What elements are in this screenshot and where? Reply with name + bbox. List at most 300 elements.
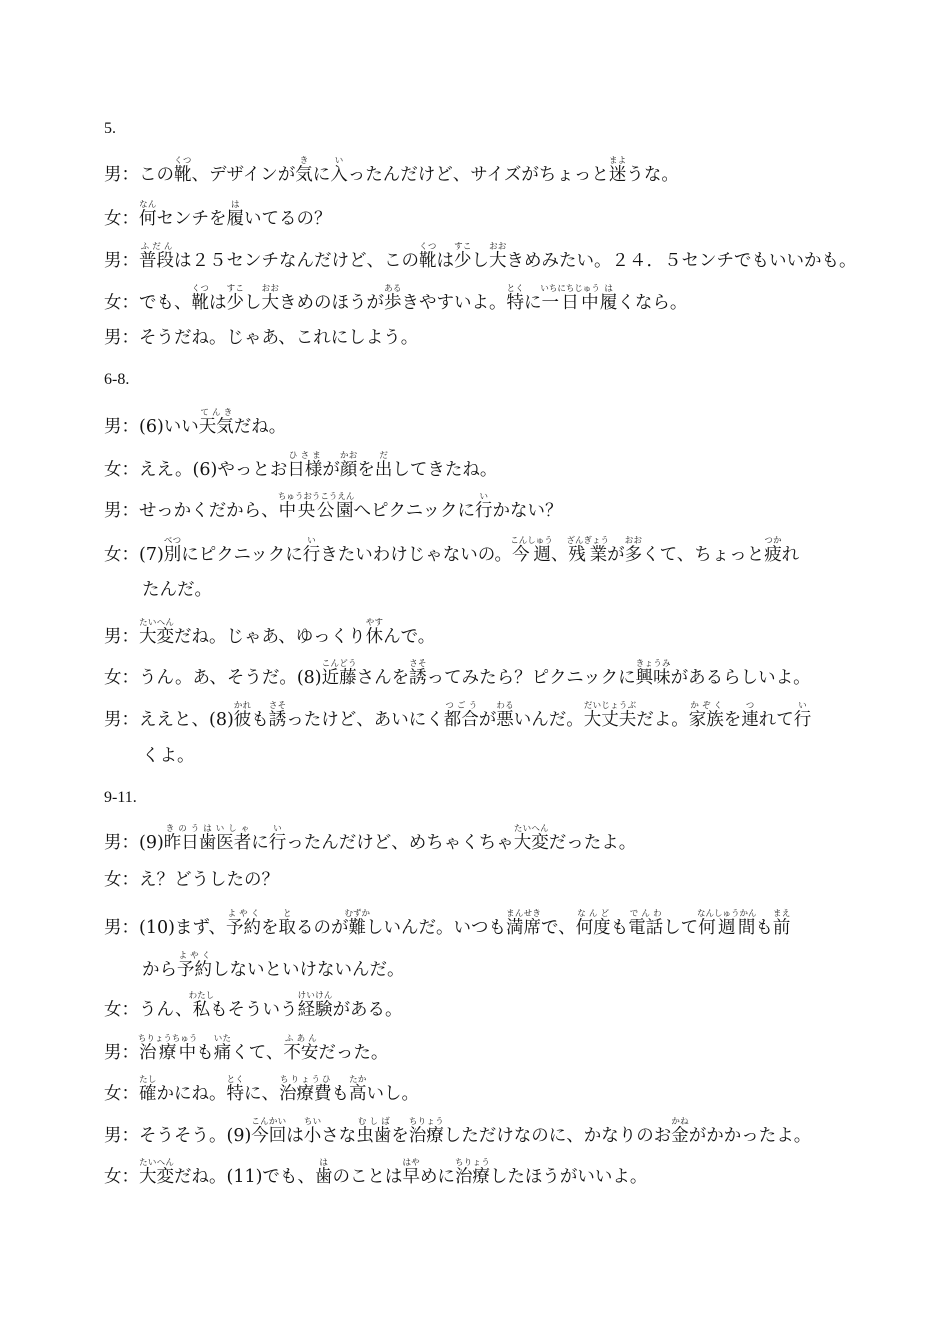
furigana-word xyxy=(268,701,287,730)
furigana-word xyxy=(277,492,355,521)
furigana-word xyxy=(279,1075,332,1104)
kanji-text: 一日中 xyxy=(540,293,600,313)
kanji-text: 高 xyxy=(349,1084,367,1104)
furigana-word xyxy=(454,242,472,271)
dialogue-text: くて、 xyxy=(231,1043,284,1063)
section-heading: 5. xyxy=(104,120,116,137)
furigana-reading: い xyxy=(268,824,287,834)
dialogue-text: 男：この xyxy=(104,165,174,185)
dialogue-line xyxy=(104,1158,647,1189)
kanji-text: 靴 xyxy=(191,293,209,313)
kanji-text: 家族 xyxy=(688,710,724,730)
dialogue-text: れて xyxy=(758,710,794,730)
dialogue-line xyxy=(104,408,286,439)
furigana-word xyxy=(575,909,611,938)
dialogue-text: さな xyxy=(321,1126,357,1146)
dialogue-text: 女： xyxy=(104,209,139,229)
furigana-word xyxy=(177,951,212,980)
furigana-word xyxy=(671,1117,689,1146)
dialogue-text: へピクニックに xyxy=(353,501,475,521)
kanji-text: 靴 xyxy=(419,251,437,271)
dialogue-text: 女： xyxy=(104,1167,139,1187)
kanji-text: 入 xyxy=(330,165,348,185)
furigana-word xyxy=(583,701,637,730)
furigana-reading: すこ xyxy=(226,284,244,294)
dialogue-text: を xyxy=(391,1126,409,1146)
furigana-reading: つ xyxy=(741,701,759,711)
furigana-reading: い xyxy=(475,492,493,502)
kanji-text: 中央公園 xyxy=(277,501,355,521)
kanji-text: 普段 xyxy=(139,251,174,271)
kanji-text: 虫歯 xyxy=(356,1126,392,1146)
furigana-word xyxy=(513,824,549,853)
furigana-word xyxy=(409,659,427,688)
kanji-text: 彼 xyxy=(233,710,252,730)
furigana-word xyxy=(506,909,542,938)
dialogue-line xyxy=(104,326,418,350)
furigana-reading: たいへん xyxy=(139,1158,174,1168)
dialogue-text: 男：せっかくだから、 xyxy=(104,501,279,521)
dialogue-text: だね。じゃあ、ゆっくり xyxy=(174,627,366,647)
furigana-reading: まんせき xyxy=(506,909,542,919)
furigana-reading: いた xyxy=(213,1034,232,1044)
furigana-reading: べつ xyxy=(163,536,182,546)
furigana-word xyxy=(226,1075,245,1104)
furigana-word xyxy=(349,1075,367,1104)
dialogue-text: から xyxy=(142,960,177,980)
dialogue-text: 男： xyxy=(104,251,139,271)
dialogue-line-continuation xyxy=(142,951,405,982)
kanji-text: 昨日歯医者 xyxy=(163,833,252,853)
furigana-reading: き xyxy=(295,156,313,166)
kanji-text: 少 xyxy=(226,293,244,313)
kanji-text: 経験 xyxy=(297,1000,333,1020)
kanji-text: 痛 xyxy=(213,1043,232,1063)
furigana-word xyxy=(295,156,313,185)
dialogue-text: れ xyxy=(781,545,800,565)
furigana-reading: は xyxy=(314,1158,333,1168)
dialogue-text: 女：え？どうしたの？ xyxy=(104,870,279,890)
furigana-reading: なんしゅうかん xyxy=(697,909,757,919)
dialogue-text: がかかったよ。 xyxy=(688,1126,812,1146)
dialogue-line xyxy=(104,1075,419,1106)
dialogue-text: 男： xyxy=(104,1043,139,1063)
dialogue-text: も xyxy=(331,1084,349,1104)
furigana-word xyxy=(302,536,321,565)
dialogue-text: いし。 xyxy=(366,1084,419,1104)
dialogue-line xyxy=(104,451,497,482)
furigana-reading: は xyxy=(226,200,244,210)
dialogue-text: ったんだけど、めちゃくちゃ xyxy=(286,833,514,853)
furigana-reading: むずか xyxy=(344,909,371,919)
dialogue-text: だった。 xyxy=(318,1043,389,1063)
dialogue-line xyxy=(104,200,332,231)
furigana-reading: わる xyxy=(496,701,514,711)
kanji-text: 小 xyxy=(303,1126,322,1146)
dialogue-text: めに xyxy=(419,1167,455,1187)
dialogue-text: に、 xyxy=(244,1084,279,1104)
kanji-text: 大 xyxy=(261,293,279,313)
furigana-reading: つか xyxy=(764,536,782,546)
kanji-text: 履 xyxy=(599,293,618,313)
kanji-text: 前 xyxy=(772,918,791,938)
furigana-word xyxy=(540,284,600,313)
furigana-reading: とく xyxy=(506,284,524,294)
furigana-word xyxy=(635,659,671,688)
dialogue-text: きめみたい。２４．５センチでもいいかも。 xyxy=(506,251,857,271)
furigana-word xyxy=(188,991,215,1020)
dialogue-text: 女： xyxy=(104,1084,139,1104)
furigana-reading: さそ xyxy=(268,701,287,711)
kanji-text: 近藤 xyxy=(321,668,357,688)
kanji-text: 都合 xyxy=(443,710,479,730)
furigana-word xyxy=(198,408,234,437)
dialogue-text: もそういう xyxy=(210,1000,298,1020)
kanji-text: 満席 xyxy=(506,918,542,938)
kanji-text: 確 xyxy=(139,1084,157,1104)
dialogue-text: 、 xyxy=(550,545,569,565)
kanji-text: 不安 xyxy=(283,1043,319,1063)
furigana-reading: ふだん xyxy=(139,242,174,252)
dialogue-line xyxy=(104,701,811,732)
furigana-word xyxy=(344,909,371,938)
kanji-text: 行 xyxy=(793,710,812,730)
furigana-reading: なんど xyxy=(575,909,611,919)
furigana-word xyxy=(233,701,252,730)
furigana-reading: い xyxy=(793,701,812,711)
furigana-reading: ちりょう xyxy=(454,1158,490,1168)
furigana-reading: おお xyxy=(624,536,643,546)
kanji-text: 誘 xyxy=(268,710,287,730)
dialogue-text: 男： xyxy=(104,627,139,647)
dialogue-text: しただけなのに、かなりのお xyxy=(443,1126,672,1146)
kanji-text: 連 xyxy=(741,710,759,730)
furigana-word xyxy=(793,701,812,730)
kanji-text: 私 xyxy=(188,1000,215,1020)
furigana-word xyxy=(506,284,525,313)
dialogue-text: きやすいよ。 xyxy=(401,293,507,313)
kanji-text: 行 xyxy=(475,501,493,521)
furigana-reading: ちりょうひ xyxy=(279,1075,332,1085)
furigana-word xyxy=(510,536,553,565)
kanji-text: 興味 xyxy=(635,668,671,688)
furigana-word xyxy=(339,451,358,480)
furigana-word xyxy=(174,156,192,185)
furigana-reading: たか xyxy=(349,1075,367,1085)
dialogue-text: に xyxy=(524,293,542,313)
furigana-reading: ちゅうおうこうえん xyxy=(277,492,355,502)
furigana-reading: すこ xyxy=(454,242,472,252)
dialogue-text: は xyxy=(209,293,227,313)
furigana-reading: い xyxy=(330,156,348,166)
kanji-text: 履 xyxy=(226,209,244,229)
dialogue-line xyxy=(104,1034,388,1065)
dialogue-text: が xyxy=(478,710,497,730)
dialogue-text: は xyxy=(436,251,454,271)
furigana-reading: よやく xyxy=(177,951,212,961)
dialogue-line xyxy=(104,492,563,523)
furigana-word xyxy=(261,284,280,313)
dialogue-text: いんだ。 xyxy=(513,710,584,730)
furigana-reading: まよ xyxy=(608,156,627,166)
kanji-text: 気 xyxy=(295,165,313,185)
furigana-word xyxy=(321,659,357,688)
dialogue-text: 男：そうそう。(9) xyxy=(104,1126,252,1146)
kanji-text: 大 xyxy=(489,251,507,271)
furigana-word xyxy=(489,242,507,271)
dialogue-text: ってみたら？ピクニックに xyxy=(426,668,636,688)
dialogue-text: 女：ええ。(6)やっとお xyxy=(104,460,288,480)
furigana-reading: まえ xyxy=(772,909,791,919)
furigana-reading: おお xyxy=(261,284,279,294)
dialogue-text: して xyxy=(663,918,699,938)
furigana-reading: ちりょうちゅう xyxy=(137,1034,198,1044)
kanji-text: 何週間 xyxy=(697,918,757,938)
furigana-word xyxy=(443,701,479,730)
dialogue-text: も xyxy=(196,1043,214,1063)
furigana-word xyxy=(566,536,609,565)
furigana-word xyxy=(297,991,333,1020)
dialogue-text: は xyxy=(286,1126,304,1146)
furigana-reading: はや xyxy=(402,1158,420,1168)
dialogue-text: してきたね。 xyxy=(392,460,498,480)
dialogue-text: を xyxy=(357,460,375,480)
dialogue-text: のことは xyxy=(332,1167,403,1187)
furigana-reading: つごう xyxy=(443,701,479,711)
dialogue-text: しいんだ。いつも xyxy=(366,918,507,938)
furigana-reading: たし xyxy=(139,1075,157,1085)
furigana-word xyxy=(139,1158,174,1187)
furigana-reading: こんしゅう xyxy=(510,536,553,546)
kanji-text: 天気 xyxy=(198,417,234,437)
furigana-reading: なん xyxy=(139,200,157,210)
dialogue-text: さんを xyxy=(356,668,410,688)
furigana-reading: こんどう xyxy=(321,659,357,669)
kanji-text: 歯 xyxy=(314,1167,333,1187)
furigana-reading: やす xyxy=(365,618,384,628)
furigana-word xyxy=(213,1034,232,1063)
furigana-word xyxy=(741,701,759,730)
dialogue-text: センチを xyxy=(156,209,227,229)
kanji-text: 行 xyxy=(268,833,287,853)
dialogue-line xyxy=(104,1117,811,1148)
kanji-text: 悪 xyxy=(496,710,514,730)
furigana-reading: たいへん xyxy=(139,618,174,628)
kanji-text: 疲 xyxy=(764,545,782,565)
dialogue-text: 男：(9) xyxy=(104,833,164,853)
dialogue-text: くなら。 xyxy=(617,293,688,313)
kanji-text: 治療費 xyxy=(279,1084,332,1104)
furigana-word xyxy=(599,284,618,313)
dialogue-text: 男：そうだね。じゃあ、これにしよう。 xyxy=(104,328,419,348)
dialogue-line xyxy=(104,156,679,187)
furigana-word xyxy=(608,156,627,185)
kanji-text: 金 xyxy=(671,1126,689,1146)
dialogue-text: たんだ。 xyxy=(142,580,212,600)
furigana-reading: きょうみ xyxy=(635,659,671,669)
dialogue-text: いてるの？ xyxy=(244,209,332,229)
kanji-text: 大丈夫 xyxy=(583,710,637,730)
furigana-reading: たいへん xyxy=(513,824,549,834)
dialogue-text: がある。 xyxy=(332,1000,403,1020)
furigana-reading: こんかい xyxy=(251,1117,287,1127)
dialogue-text: きたいわけじゃないの。 xyxy=(320,545,513,565)
furigana-reading: てんき xyxy=(198,408,234,418)
dialogue-text: に xyxy=(312,165,331,185)
furigana-word xyxy=(287,451,323,480)
dialogue-text: 女：(7) xyxy=(104,545,164,565)
furigana-reading: い xyxy=(302,536,321,546)
furigana-word xyxy=(764,536,782,565)
dialogue-text: に xyxy=(251,833,269,853)
dialogue-text: も xyxy=(755,918,773,938)
dialogue-text: だったよ。 xyxy=(548,833,637,853)
dialogue-line-continuation xyxy=(142,744,195,768)
dialogue-text: があるらしいよ。 xyxy=(670,668,811,688)
dialogue-line xyxy=(104,536,799,567)
kanji-text: 大変 xyxy=(139,627,174,647)
kanji-text: 大変 xyxy=(139,1167,174,1187)
section-heading: 6-8. xyxy=(104,371,130,388)
furigana-word xyxy=(314,1158,333,1187)
furigana-reading: ふあん xyxy=(283,1034,319,1044)
kanji-text: 歩 xyxy=(384,293,402,313)
kanji-text: 今週 xyxy=(510,545,553,565)
furigana-reading: は xyxy=(599,284,618,294)
furigana-word xyxy=(283,1034,319,1063)
kanji-text: 予約 xyxy=(177,960,212,980)
furigana-word xyxy=(384,284,402,313)
dialogue-text: 男：(6)いい xyxy=(104,417,199,437)
dialogue-text: だよ。 xyxy=(636,710,689,730)
dialogue-line xyxy=(104,868,279,892)
kanji-text: 難 xyxy=(344,918,371,938)
dialogue-text: るのが xyxy=(296,918,349,938)
kanji-text: 治療 xyxy=(454,1167,490,1187)
kanji-text: 多 xyxy=(624,545,643,565)
furigana-reading: かぞく xyxy=(688,701,724,711)
kanji-text: 何度 xyxy=(575,918,611,938)
furigana-reading: かれ xyxy=(233,701,252,711)
dialogue-text: うな。 xyxy=(626,165,679,185)
furigana-reading: いちにちじゅう xyxy=(540,284,600,294)
furigana-reading: とく xyxy=(226,1075,244,1085)
dialogue-text: ったんだけど、サイズがちょっと xyxy=(347,165,609,185)
dialogue-text: 女：うん。あ、そうだ。(8) xyxy=(104,668,322,688)
furigana-word xyxy=(356,1117,392,1146)
kanji-text: 大変 xyxy=(513,833,549,853)
furigana-reading: でんわ xyxy=(628,909,664,919)
kanji-text: 日様 xyxy=(287,460,323,480)
dialogue-text: も xyxy=(251,710,269,730)
furigana-word xyxy=(365,618,384,647)
dialogue-text: も xyxy=(610,918,629,938)
kanji-text: 休 xyxy=(365,627,384,647)
kanji-text: 取 xyxy=(278,918,297,938)
furigana-word xyxy=(303,1117,322,1146)
dialogue-text: を xyxy=(261,918,279,938)
dialogue-text: が xyxy=(607,545,625,565)
furigana-word xyxy=(137,1034,198,1063)
section-heading: 9-11. xyxy=(104,789,137,806)
dialogue-text: が xyxy=(322,460,340,480)
furigana-reading: わたし xyxy=(188,991,215,1001)
dialogue-text: 、デザインが xyxy=(191,165,296,185)
dialogue-line xyxy=(104,284,687,315)
kanji-text: 治療中 xyxy=(137,1043,198,1063)
dialogue-line xyxy=(104,242,857,273)
furigana-reading: むしば xyxy=(356,1117,392,1127)
furigana-reading: と xyxy=(278,909,297,919)
furigana-reading: だいじょうぶ xyxy=(583,701,637,711)
dialogue-text: ったけど、あいにく xyxy=(286,710,444,730)
kanji-text: 治療 xyxy=(408,1126,444,1146)
dialogue-text: かにね。 xyxy=(156,1084,227,1104)
kanji-text: 靴 xyxy=(174,165,192,185)
furigana-reading: ちりょう xyxy=(408,1117,444,1127)
furigana-word xyxy=(163,536,182,565)
furigana-word xyxy=(139,618,174,647)
furigana-word xyxy=(688,701,724,730)
furigana-reading: けいけん xyxy=(297,991,333,1001)
furigana-word xyxy=(163,824,252,853)
furigana-word xyxy=(191,284,210,313)
kanji-text: 何 xyxy=(139,209,157,229)
dialogue-line xyxy=(104,618,435,649)
furigana-reading: よやく xyxy=(226,909,262,919)
furigana-reading: だ xyxy=(374,451,393,461)
furigana-reading: ざんぎょう xyxy=(566,536,609,546)
furigana-reading: くつ xyxy=(419,242,437,252)
furigana-word xyxy=(139,1075,157,1104)
dialogue-text: くよ。 xyxy=(142,746,195,766)
furigana-word xyxy=(330,156,348,185)
furigana-word xyxy=(226,284,245,313)
furigana-word xyxy=(278,909,297,938)
furigana-word xyxy=(139,200,157,229)
furigana-reading: さそ xyxy=(409,659,427,669)
dialogue-line xyxy=(104,991,403,1022)
furigana-reading: ちい xyxy=(303,1117,322,1127)
kanji-text: 特 xyxy=(506,293,524,313)
kanji-text: 残業 xyxy=(566,545,609,565)
furigana-word xyxy=(496,701,514,730)
kanji-text: 電話 xyxy=(628,918,664,938)
dialogue-line-continuation xyxy=(142,578,212,602)
furigana-word xyxy=(419,242,437,271)
dialogue-text: んで。 xyxy=(383,627,436,647)
furigana-reading: ある xyxy=(384,284,402,294)
furigana-word xyxy=(251,1117,287,1146)
dialogue-text: 男：(10)まず、 xyxy=(104,918,227,938)
dialogue-text: 男：ええと、(8) xyxy=(104,710,234,730)
dialogue-text: にピクニックに xyxy=(181,545,303,565)
kanji-text: 出 xyxy=(374,460,393,480)
furigana-word xyxy=(226,200,245,229)
dialogue-text: 女：うん、 xyxy=(104,1000,193,1020)
dialogue-line xyxy=(104,824,636,855)
kanji-text: 少 xyxy=(454,251,472,271)
kanji-text: 誘 xyxy=(409,668,427,688)
dialogue-line xyxy=(104,909,790,940)
dialogue-text: し xyxy=(244,293,262,313)
furigana-reading: かお xyxy=(339,451,358,461)
furigana-word xyxy=(454,1158,490,1187)
dialogue-text: しないといけないんだ。 xyxy=(212,960,405,980)
furigana-word xyxy=(374,451,393,480)
furigana-word xyxy=(628,909,664,938)
dialogue-text: かない？ xyxy=(492,501,563,521)
